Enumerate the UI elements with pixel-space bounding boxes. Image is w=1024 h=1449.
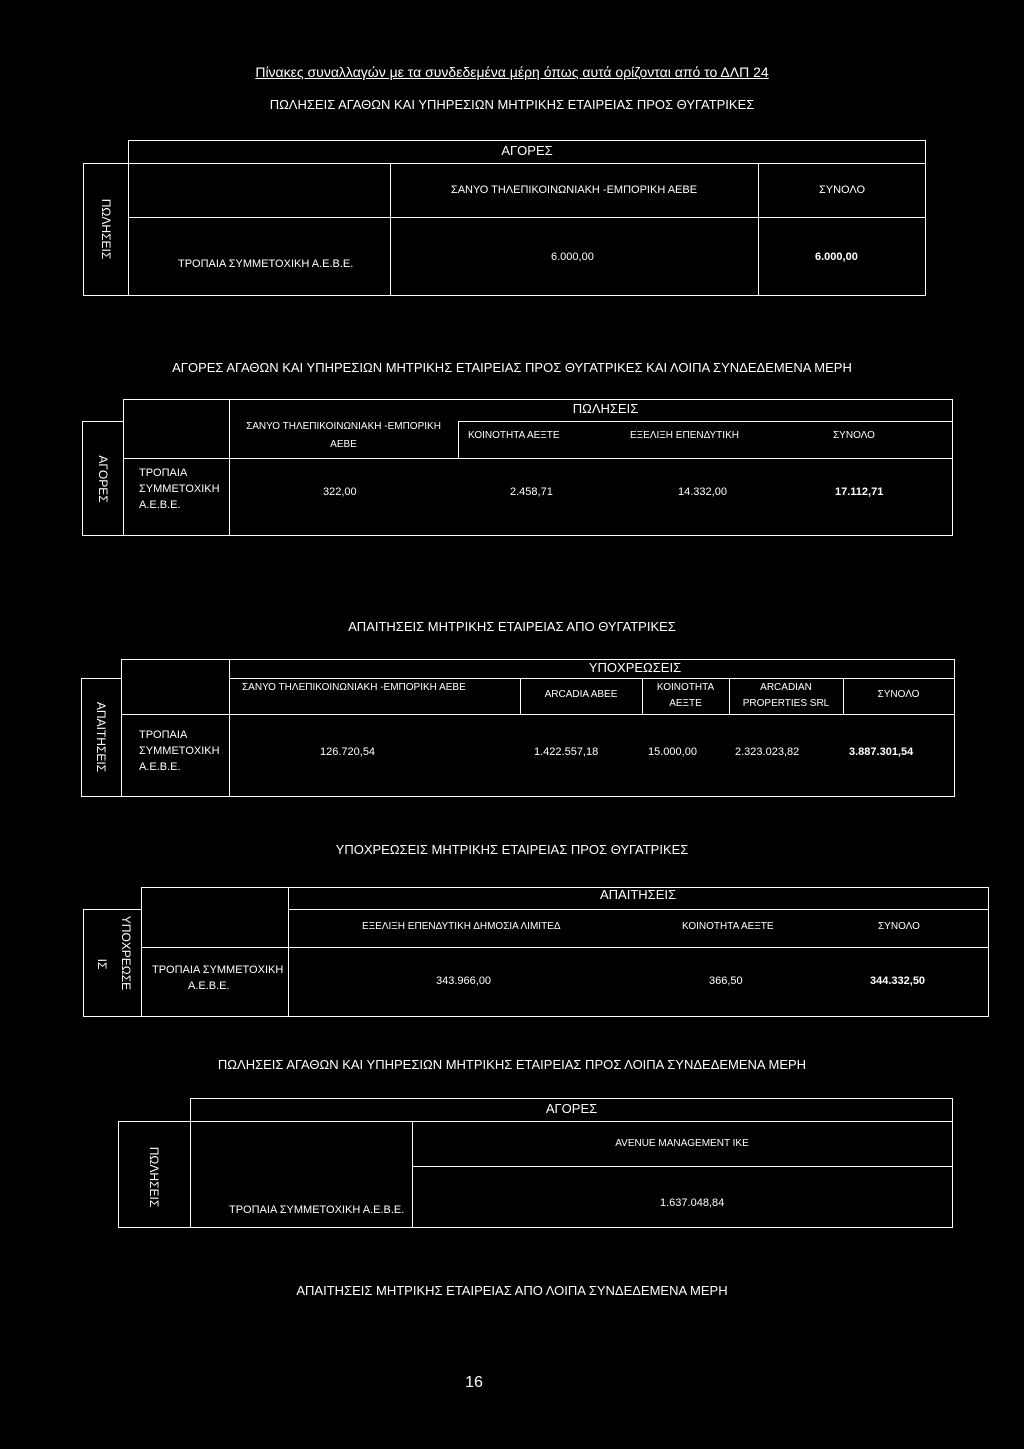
- table2-col-sanyo-line1: ΣΑΝΥΟ ΤΗΛΕΠΙΚΟΙΝΩΝΙΑΚΗ -ΕΜΠΟΡΙΚΗ: [246, 421, 441, 432]
- table5-row-label: ΤΡΟΠΑΙΑ ΣΥΜΜΕΤΟΧΙΚΗ Α.Ε.Β.Ε.: [229, 1204, 405, 1216]
- final-heading: ΑΠΑΙΤΗΣΕΙΣ ΜΗΤΡΙΚΗΣ ΕΤΑΙΡΕΙΑΣ ΑΠΟ ΛΟΙΠΑ ΣΥΝΔΕΔΕΜΕΝΑ ΜΕΡΗ: [296, 1283, 728, 1298]
- page-number: 16: [465, 1374, 483, 1391]
- table2-col-total: ΣΥΝΟΛΟ: [833, 430, 875, 441]
- table2-value-total: 17.112,71: [835, 486, 884, 498]
- table2-col-sanyo-line2: ΑΕΒΕ: [330, 439, 357, 450]
- table4-value-koinotita: 366,50: [709, 975, 743, 987]
- table3-row-group: ΑΠΑΙΤΗΣΕΙΣ: [94, 701, 108, 773]
- table1-col-total: ΣΥΝΟΛΟ: [818, 184, 866, 196]
- table1-value-total: 6.000,00: [815, 251, 858, 263]
- table3-col-arcadian-line1: ARCADIAN: [760, 682, 812, 693]
- table3-row-line1: ΤΡΟΠΑΙΑ: [139, 729, 188, 741]
- table4-value-exelixi: 343.966,00: [436, 975, 492, 987]
- table4-heading: ΥΠΟΧΡΕΩΣΕΙΣ ΜΗΤΡΙΚΗΣ ΕΤΑΙΡΕΙΑΣ ΠΡΟΣ ΘΥΓΑΤΡΙΚΕΣ: [335, 842, 689, 857]
- table2-col-koinotita: ΚΟΙΝΟΤΗΤΑ ΑΕΞΤΕ: [468, 430, 560, 441]
- table4-col-koinotita: ΚΟΙΝΟΤΗΤΑ ΑΕΞΤΕ: [682, 921, 774, 932]
- table3-col-arcadia: ARCADIA ABEE: [544, 689, 618, 700]
- table2-row-group: ΑΓΟΡΕΣ: [96, 455, 110, 503]
- table2-row-line3: Α.Ε.Β.Ε.: [139, 499, 181, 511]
- table3-col-sanyo: ΣΑΝΥΟ ΤΗΛΕΠΙΚΟΙΝΩΝΙΑΚΗ -ΕΜΠΟΡΙΚΗ ΑΕΒΕ: [242, 682, 466, 693]
- table2-row-line1: ΤΡΟΠΑΙΑ: [139, 467, 188, 479]
- table4-row-group-line1: ΥΠΟΧΡΕΩΣΕ: [119, 915, 133, 991]
- table4-value-total: 344.332,50: [870, 975, 926, 987]
- table2-value-exelixi: 14.332,00: [678, 486, 727, 498]
- table4-col-exelixi: ΕΞΕΛΙΞΗ ΕΠΕΝΔΥΤΙΚΗ ΔΗΜΟΣΙΑ ΛΙΜΙΤΕΔ: [362, 921, 561, 932]
- table5-value-avenue: 1.637.048,84: [660, 1197, 725, 1209]
- table4-row-line2: Α.Ε.Β.Ε.: [188, 980, 230, 992]
- table3-col-total: ΣΥΝΟΛΟ: [877, 689, 920, 700]
- table3-value-koinotita: 15.000,00: [648, 746, 697, 758]
- table3-row-line2: ΣΥΜΜΕΤΟΧΙΚΗ: [139, 745, 220, 757]
- table3-heading: ΑΠΑΙΤΗΣΕΙΣ ΜΗΤΡΙΚΗΣ ΕΤΑΙΡΕΙΑΣ ΑΠΟ ΘΥΓΑΤΡΙΚΕΣ: [348, 619, 676, 634]
- table4-row-group-line2: ΙΣ: [95, 958, 109, 970]
- table2-value-sanyo: 322,00: [323, 486, 357, 498]
- table3-col-arcadian-line2: PROPERTIES SRL: [742, 698, 830, 709]
- table4-row-line1: ΤΡΟΠΑΙΑ ΣΥΜΜΕΤΟΧΙΚΗ: [152, 964, 284, 976]
- table4-col-total: ΣΥΝΟΛΟ: [878, 921, 920, 932]
- table5-col-group: ΑΓΟΡΕΣ: [545, 1101, 598, 1116]
- table2-col-exelixi: ΕΞΕΛΙΞΗ ΕΠΕΝΔΥΤΙΚΗ: [630, 430, 739, 441]
- table3-value-arcadia: 1.422.557,18: [534, 746, 599, 758]
- table3-col-group: ΥΠΟΧΡΕΩΣΕΙΣ: [588, 660, 682, 675]
- table1-col-group: ΑΓΟΡΕΣ: [501, 143, 553, 158]
- table2-row-line2: ΣΥΜΜΕΤΟΧΙΚΗ: [139, 483, 220, 495]
- table2-value-koinotita: 2.458,71: [510, 486, 553, 498]
- table5-row-group: ΠΩΛΗΣΕΙΣ: [147, 1146, 161, 1208]
- table5-heading: ΠΩΛΗΣΕΙΣ ΑΓΑΘΩΝ ΚΑΙ ΥΠΗΡΕΣΙΩΝ ΜΗΤΡΙΚΗΣ ΕΤΑΙΡΕΙΑΣ ΠΡΟΣ ΛΟΙΠΑ ΣΥΝΔΕΔΕΜΕΝΑ ΜΕΡΗ: [217, 1057, 807, 1072]
- table1-heading: ΠΩΛΗΣΕΙΣ ΑΓΑΘΩΝ ΚΑΙ ΥΠΗΡΕΣΙΩΝ ΜΗΤΡΙΚΗΣ ΕΤΑΙΡΕΙΑΣ ΠΡΟΣ ΘΥΓΑΤΡΙΚΕΣ: [269, 97, 755, 112]
- table1-row-group: ΠΩΛΗΣΕΙΣ: [99, 198, 113, 260]
- table2-heading: ΑΓΟΡΕΣ ΑΓΑΘΩΝ ΚΑΙ ΥΠΗΡΕΣΙΩΝ ΜΗΤΡΙΚΗΣ ΕΤΑΙΡΕΙΑΣ ΠΡΟΣ ΘΥΓΑΤΡΙΚΕΣ ΚΑΙ ΛΟΙΠΑ ΣΥΝΔΕΔΕΜΕΝΑ ΜΕΡΗ: [172, 360, 852, 375]
- table3-col-koinotita-line2: ΑΕΞΤΕ: [669, 698, 702, 709]
- document-title: Πίνακες συναλλαγών με τα συνδεδεμένα μέρη όπως αυτά ορίζονται από το ΔΛΠ 24: [255, 64, 769, 80]
- table3-row-line3: Α.Ε.Β.Ε.: [139, 761, 181, 773]
- table1-value-sanyo: 6.000,00: [551, 251, 594, 263]
- table4-col-group: ΑΠΑΙΤΗΣΕΙΣ: [599, 887, 677, 902]
- table3-col-koinotita-line1: ΚΟΙΝΟΤΗΤΑ: [656, 682, 715, 693]
- table2-col-group: ΠΩΛΗΣΕΙΣ: [572, 401, 639, 416]
- table1-row-label: ΤΡΟΠΑΙΑ ΣΥΜΜΕΤΟΧΙΚΗ Α.Ε.Β.Ε.: [178, 258, 354, 270]
- table5-col-avenue: AVENUE MANAGEMENT IKE: [615, 1138, 749, 1149]
- table1-col-sanyo: ΣΑΝΥΟ ΤΗΛΕΠΙΚΟΙΝΩΝΙΑΚΗ -ΕΜΠΟΡΙΚΗ ΑΕΒΕ: [450, 184, 698, 196]
- table3-value-arcadian: 2.323.023,82: [735, 746, 800, 758]
- table3-value-total: 3.887.301,54: [849, 746, 914, 758]
- table3-value-sanyo: 126.720,54: [320, 746, 376, 758]
